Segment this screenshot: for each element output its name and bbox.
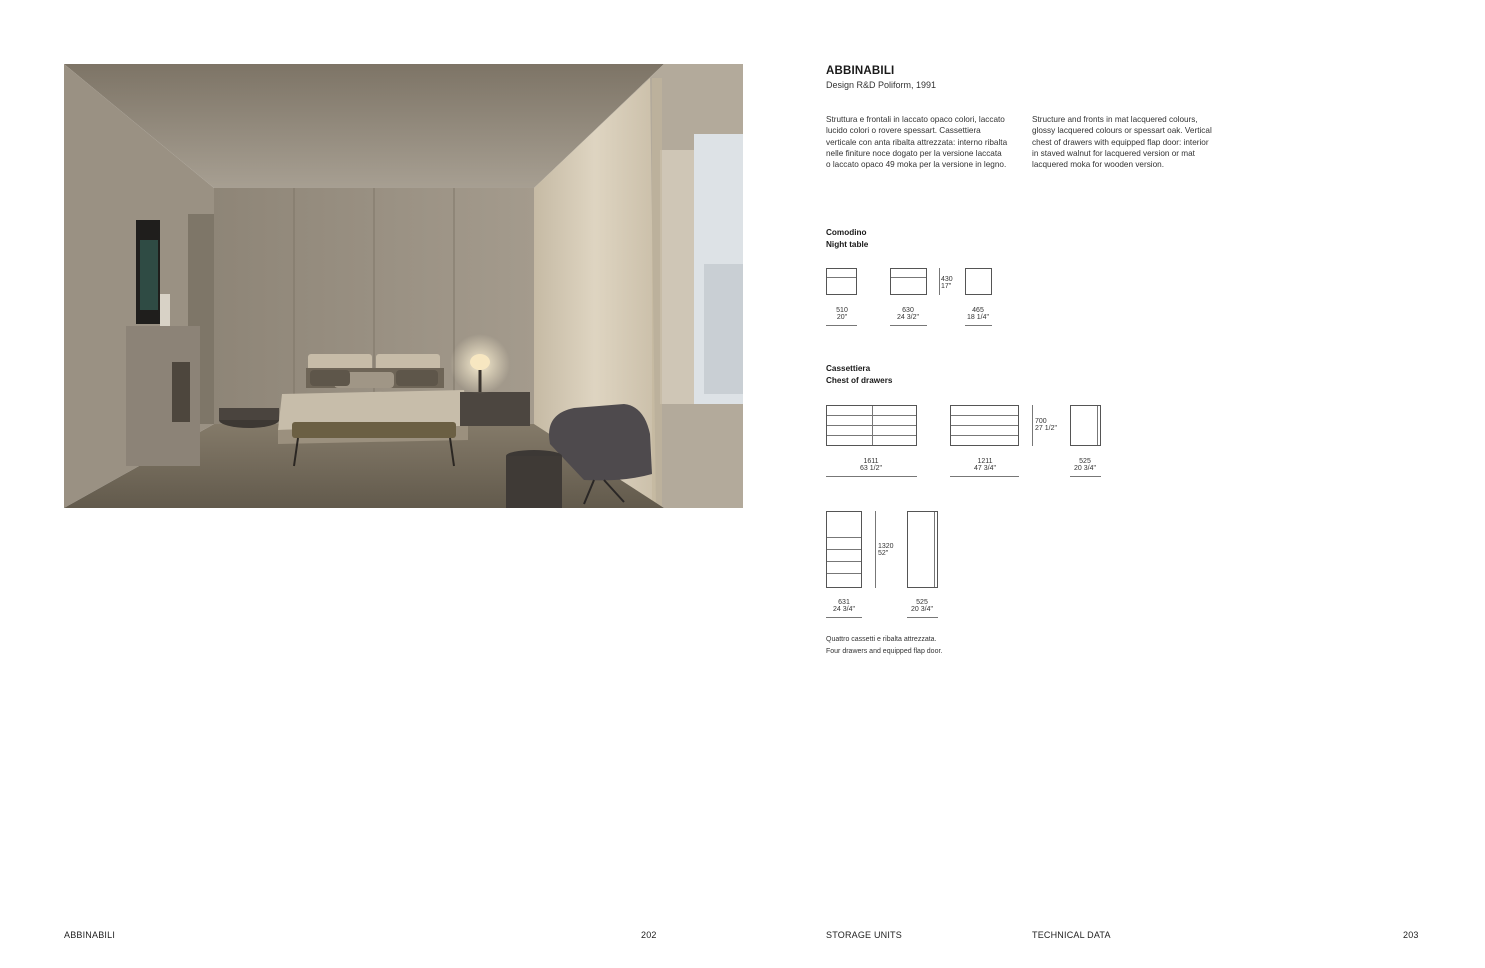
- dim-inch: 24 3/2": [897, 314, 919, 322]
- dim-inch: 17": [941, 283, 952, 291]
- night-table-title-it: Comodino: [826, 228, 867, 237]
- chest-title-en: Chest of drawers: [826, 375, 893, 385]
- night-table-width-1: [822, 307, 862, 321]
- chest-width-1: [846, 458, 896, 472]
- height-line: [875, 511, 876, 588]
- drawer-line: [951, 415, 1018, 416]
- dim-inch: 18 1/4": [967, 314, 989, 322]
- chest-depth: [1065, 458, 1105, 472]
- dim-mm: 1320: [878, 543, 894, 550]
- chest-height: [1035, 418, 1065, 432]
- footer-subsection: TECHNICAL DATA: [1032, 930, 1111, 940]
- night-table-depth: [958, 307, 998, 321]
- drawer-line: [827, 425, 916, 426]
- chest-title-it: Cassettiera: [826, 364, 871, 373]
- dim-mm: 630: [902, 307, 914, 314]
- dimension-line: [965, 325, 992, 326]
- edge-line: [1097, 406, 1098, 445]
- vertical-chest-note-it: Quattro cassetti e ribalta attrezzata.: [826, 636, 937, 643]
- edge-line: [934, 512, 935, 587]
- dim-inch: 47 3/4": [974, 465, 996, 473]
- dimension-line: [950, 476, 1019, 477]
- drawer-line: [827, 415, 916, 416]
- drawer-line: [827, 549, 861, 550]
- chest-side: [1070, 405, 1101, 446]
- vertical-chest-front: [826, 511, 862, 588]
- description-english: Structure and fronts in mat lacquered colours, glossy lacquered colours or spessart oak. Vertical chest of drawers with equipped flap door: interior in staved walnut for lacquered version or mat lacquered moka for wooden version.: [1032, 115, 1212, 170]
- footer-section: STORAGE UNITS: [826, 930, 902, 940]
- dimension-line: [1070, 476, 1101, 477]
- dim-inch: 27 1/2": [1035, 425, 1057, 433]
- vertical-chest-note-en: Four drawers and equipped flap door.: [826, 648, 943, 655]
- dim-mm: 465: [972, 307, 984, 314]
- dim-inch: 20": [836, 314, 848, 322]
- dim-mm: 1611: [863, 458, 879, 465]
- dimension-line: [826, 476, 917, 477]
- bedroom-photo: [64, 64, 743, 508]
- dim-mm: 700: [1035, 418, 1047, 425]
- drawer-line: [827, 561, 861, 562]
- drawer-line: [827, 573, 861, 574]
- night-table-width-2: [886, 307, 930, 321]
- description-italian: Struttura e frontali in laccato opaco colori, laccato lucido colori o rovere spessart. Cassettiera verticale con anta ribalta attrezzata: interno ribalta nelle finiture noce dogato per la versione laccata o laccato opaco 49 moka per la versione in legno.: [826, 115, 1008, 170]
- chest-width-2: [960, 458, 1010, 472]
- chest-front-small: [950, 405, 1019, 446]
- night-table-side: [965, 268, 992, 295]
- footer-left-page-number: 202: [641, 930, 657, 940]
- product-title: ABBINABILI: [826, 65, 895, 77]
- drawer-line: [827, 277, 856, 278]
- dimension-line: [890, 325, 927, 326]
- dim-inch: 63 1/2": [860, 465, 882, 473]
- product-subtitle: Design R&D Poliform, 1991: [826, 80, 937, 90]
- chest-heading: [826, 363, 892, 386]
- dim-mm: 525: [916, 599, 928, 606]
- drawer-line: [891, 277, 926, 278]
- dim-mm: 1211: [977, 458, 993, 465]
- vertical-chest-height: [878, 543, 900, 557]
- dim-inch: 20 3/4": [1074, 465, 1096, 473]
- drawer-line: [951, 435, 1018, 436]
- night-table-front-large: [890, 268, 927, 295]
- night-table-heading: [826, 227, 868, 250]
- footer-right-page-number: 203: [1403, 930, 1419, 940]
- drawer-line: [827, 537, 861, 538]
- vertical-chest-depth: [902, 599, 942, 613]
- dim-mm: 430: [941, 276, 953, 283]
- dim-mm: 510: [836, 307, 848, 314]
- dimension-line: [826, 617, 862, 618]
- dimension-line: [907, 617, 938, 618]
- dim-inch: 24 3/4": [833, 606, 855, 614]
- height-line: [1032, 405, 1033, 446]
- vertical-chest-width: [824, 599, 864, 613]
- height-line: [939, 268, 940, 295]
- dim-mm: 631: [838, 599, 850, 606]
- night-table-front-small: [826, 268, 857, 295]
- night-table-height: [941, 276, 959, 290]
- dim-inch: 52": [878, 550, 889, 558]
- footer-left-label: ABBINABILI: [64, 930, 116, 940]
- dim-mm: 525: [1079, 458, 1091, 465]
- night-table-title-en: Night table: [826, 239, 869, 249]
- vertical-chest-side: [907, 511, 938, 588]
- drawer-line: [827, 435, 916, 436]
- chest-front-large: [826, 405, 917, 446]
- dim-inch: 20 3/4": [911, 606, 933, 614]
- drawer-line: [951, 425, 1018, 426]
- dimension-line: [826, 325, 857, 326]
